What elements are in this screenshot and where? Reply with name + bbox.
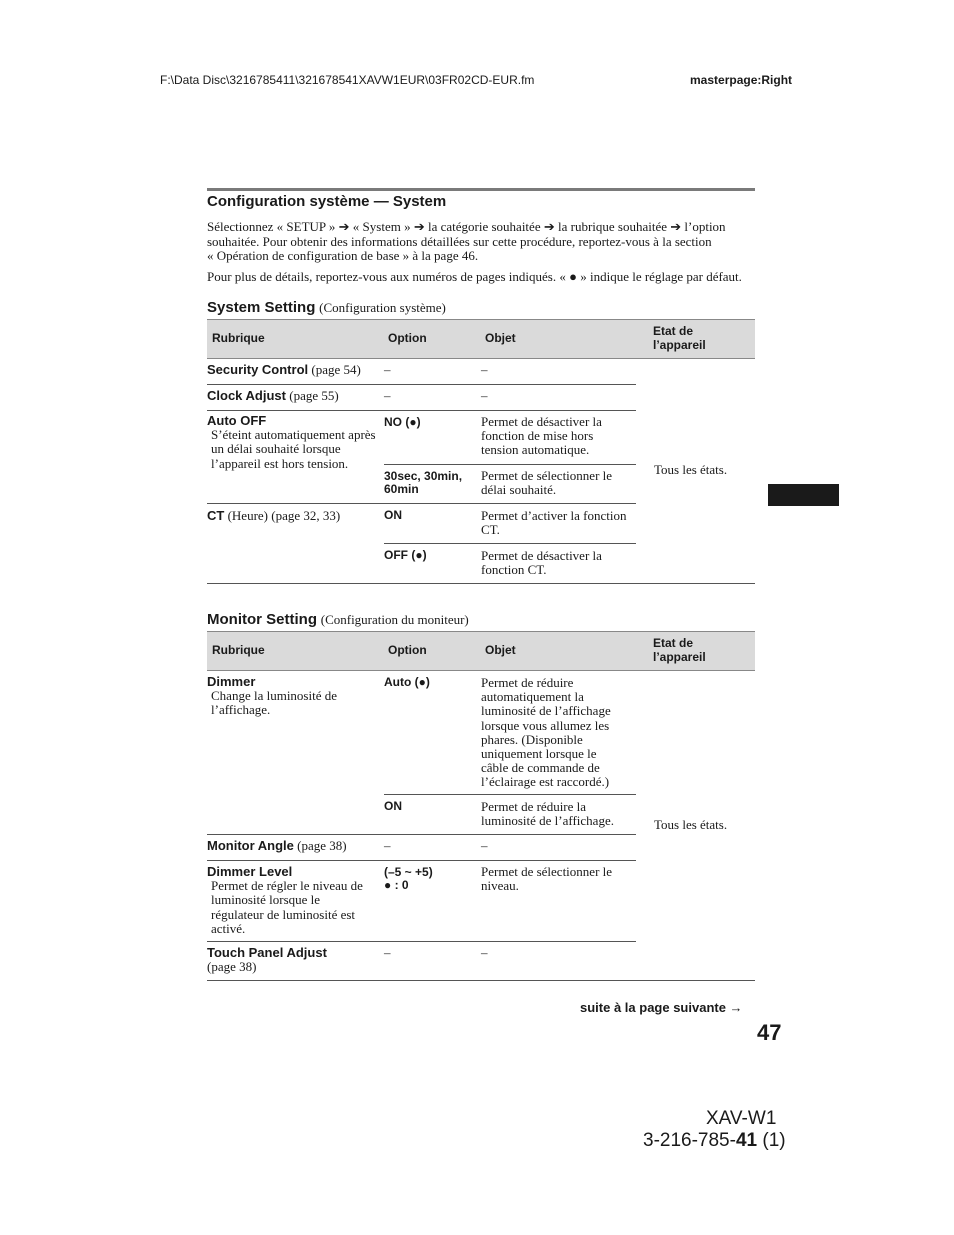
security-control-objet: – bbox=[481, 362, 488, 377]
intro-line-3: « Opération de configuration de base » à la page 46. bbox=[207, 248, 479, 263]
header-etat-line-2: l’appareil bbox=[653, 338, 706, 352]
clock-adjust-page: (page 55) bbox=[289, 388, 339, 403]
dimmer-level-name: Dimmer Level bbox=[207, 864, 293, 879]
product-code bbox=[643, 1130, 786, 1152]
header-objet: Objet bbox=[485, 643, 516, 657]
system-setting-heading bbox=[207, 299, 446, 317]
header-objet: Objet bbox=[485, 331, 516, 345]
row-divider bbox=[207, 503, 636, 504]
monitor-etat-value: Tous les états. bbox=[654, 817, 728, 832]
option-divider bbox=[384, 794, 636, 795]
system-setting-title: System Setting bbox=[207, 299, 316, 316]
ct-name: CT bbox=[207, 508, 225, 523]
clock-adjust-name: Clock Adjust bbox=[207, 388, 286, 403]
monitor-setting-title: Monitor Setting bbox=[207, 611, 317, 628]
dimmer-option-on: ON bbox=[384, 799, 402, 813]
row-divider bbox=[207, 410, 636, 411]
monitor-setting-heading bbox=[207, 611, 469, 629]
ct-option-off: OFF (●) bbox=[384, 548, 427, 562]
security-control-name: Security Control bbox=[207, 362, 309, 377]
intro-paragraph bbox=[207, 220, 759, 264]
header-etat-line-2: l’appareil bbox=[653, 650, 706, 664]
auto-off-description: S’éteint automatiquement après un délai souhaité lorsque l’appareil est hors tension. bbox=[211, 427, 376, 471]
header-rubrique: Rubrique bbox=[212, 331, 265, 345]
dimmer-description: Change la luminosité de l’affichage. bbox=[211, 688, 338, 718]
row-dimmer-level bbox=[207, 865, 372, 936]
dimmer-level-objet: Permet de sélectionner le niveau. bbox=[481, 864, 613, 894]
row-auto-off bbox=[207, 414, 377, 471]
system-setting-subtitle: (Configuration système) bbox=[319, 300, 446, 315]
page-number: 47 bbox=[757, 1020, 782, 1045]
row-divider bbox=[207, 834, 636, 835]
system-etat-value: Tous les états. bbox=[654, 462, 728, 477]
touch-panel-adjust-page: (page 38) bbox=[207, 959, 257, 975]
system-table-header bbox=[207, 319, 755, 359]
security-control-option: – bbox=[384, 362, 391, 377]
monitor-angle-page: (page 38) bbox=[297, 838, 347, 853]
row-divider bbox=[207, 941, 636, 942]
ct-page: (Heure) (page 32, 33) bbox=[227, 508, 341, 523]
dimmer-option-auto: Auto (●) bbox=[384, 675, 430, 689]
clock-adjust-option: – bbox=[384, 388, 391, 403]
ct-option-on: ON bbox=[384, 508, 402, 522]
header-rubrique: Rubrique bbox=[212, 643, 265, 657]
touch-panel-adjust-name: Touch Panel Adjust bbox=[207, 945, 327, 960]
option-divider bbox=[384, 464, 636, 465]
header-option: Option bbox=[388, 643, 427, 657]
dimmer-objet-on: Permet de réduire la luminosité de l’affichage. bbox=[481, 799, 614, 829]
auto-off-option-no: NO (●) bbox=[384, 415, 421, 429]
header-etat bbox=[653, 324, 706, 352]
section-title: Configuration système — System bbox=[207, 193, 447, 210]
header-etat-line-1: Etat de bbox=[653, 324, 694, 338]
product-code-bold: 41 bbox=[735, 1130, 758, 1151]
header-option: Option bbox=[388, 331, 427, 345]
product-code-prefix: 3-216-785- bbox=[643, 1130, 736, 1151]
touch-panel-adjust-objet: – bbox=[481, 945, 488, 960]
auto-off-name: Auto OFF bbox=[207, 413, 267, 428]
table-bottom-rule bbox=[207, 980, 755, 981]
ct-objet-off: Permet de désactiver la fonction CT. bbox=[481, 548, 602, 578]
row-divider bbox=[207, 384, 636, 385]
header-etat-line-1: Etat de bbox=[653, 636, 694, 650]
dimmer-level-default: ● : 0 bbox=[384, 878, 409, 892]
row-dimmer bbox=[207, 675, 357, 718]
file-path: F:\Data Disc\3216785411\321678541XAVW1EUR\03FR02CD-EUR.fm bbox=[160, 73, 535, 87]
row-ct bbox=[207, 509, 340, 523]
security-control-page: (page 54) bbox=[311, 362, 361, 377]
dimmer-name: Dimmer bbox=[207, 674, 256, 689]
auto-off-objet-delays: Permet de sélectionner le délai souhaité. bbox=[481, 468, 613, 498]
auto-off-option-delays: 30sec, 30min, 60min bbox=[384, 469, 463, 496]
ct-objet-on: Permet d’activer la fonction CT. bbox=[481, 508, 627, 538]
row-touch-panel-adjust bbox=[207, 946, 367, 974]
monitor-angle-option: – bbox=[384, 838, 391, 853]
dimmer-objet-auto: Permet de réduire automatiquement la luminosité de l’affichage lorsque vous allumez les phares. (Disponible uniquement lorsque le câble de commande de l’éclairage est raccordé.) bbox=[481, 675, 611, 790]
monitor-setting-subtitle: (Configuration du moniteur) bbox=[320, 612, 469, 627]
masterpage-label: masterpage:Right bbox=[690, 73, 793, 87]
title-rule bbox=[207, 188, 755, 191]
dimmer-level-option bbox=[384, 866, 433, 892]
clock-adjust-objet: – bbox=[481, 388, 488, 403]
option-divider bbox=[384, 543, 636, 544]
dimmer-level-description: Permet de régler le niveau de luminosité lorsque le régulateur de luminosité est activé. bbox=[211, 878, 363, 936]
row-security-control bbox=[207, 363, 361, 377]
monitor-angle-objet: – bbox=[481, 838, 488, 853]
touch-panel-adjust-option: – bbox=[384, 945, 391, 960]
auto-off-objet-no: Permet de désactiver la fonction de mise hors tension automatique. bbox=[481, 414, 602, 458]
row-monitor-angle bbox=[207, 839, 347, 853]
monitor-angle-name: Monitor Angle bbox=[207, 838, 294, 853]
section-tab-marker bbox=[768, 484, 839, 506]
monitor-table-header bbox=[207, 631, 755, 671]
row-divider bbox=[207, 860, 636, 861]
model-name: XAV-W1 bbox=[706, 1108, 777, 1129]
header-etat bbox=[653, 636, 706, 664]
product-code-suffix: (1) bbox=[757, 1130, 786, 1151]
table-bottom-rule bbox=[207, 583, 755, 584]
intro-line-2: souhaitée. Pour obtenir des informations détaillées sur cette procédure, reportez-vous à la section bbox=[207, 233, 712, 249]
dimmer-level-range: (–5 ~ +5) bbox=[384, 865, 433, 879]
row-clock-adjust bbox=[207, 389, 339, 403]
continued-next-page: suite à la page suivante → bbox=[580, 1000, 743, 1015]
intro-line-1: Sélectionnez « SETUP » ➔ « System » ➔ la catégorie souhaitée ➔ la rubrique souhaitée ➔ l’option bbox=[207, 219, 726, 234]
default-note: Pour plus de détails, reportez-vous aux numéros de pages indiqués. « ● » indique le réglage par défaut. bbox=[207, 269, 742, 284]
